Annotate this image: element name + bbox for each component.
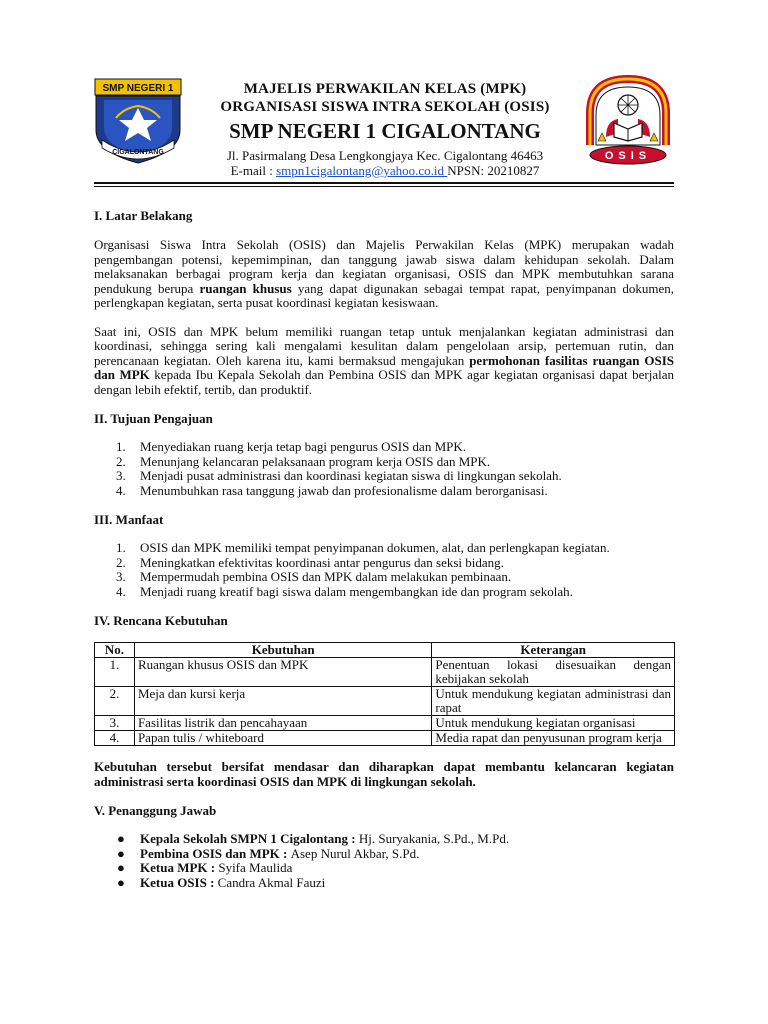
- list-item: 2. Menunjang kelancaran pelaksanaan program kerja OSIS dan MPK.: [116, 453, 491, 469]
- column-header: Keterangan: [432, 643, 675, 658]
- table-cell-no: 4.: [95, 731, 135, 746]
- table-cell-note: Penentuan lokasi disesuaikan dengan kebijakan sekolah: [432, 658, 675, 687]
- list-item: ● Kepala Sekolah SMPN 1 Cigalontang : Hj. Suryakania, S.Pd., M.Pd.: [117, 831, 510, 846]
- list-item: 1. OSIS dan MPK memiliki tempat penyimpanan dokumen, alat, dan perlengkapan kegiatan.: [116, 540, 610, 555]
- list-item: 4. Menumbuhkan rasa tanggung jawab dan profesionalisme dalam berorganisasi.: [116, 482, 548, 498]
- table-cell-note: Untuk mendukung kegiatan administrasi dan rapat: [432, 687, 675, 716]
- list-item: 2. Meningkatkan efektivitas koordinasi antar pengurus dan seksi bidang.: [116, 554, 504, 570]
- table-cell-no: 3.: [95, 716, 135, 731]
- document-body: [94, 208, 674, 890]
- letterhead: [180, 80, 590, 178]
- list-item: 1. Menyediakan ruang kerja tetap bagi pengurus OSIS dan MPK.: [116, 439, 467, 454]
- bullet-icon: ●: [117, 845, 125, 861]
- email-label: E-mail :: [230, 163, 277, 178]
- column-header: Kebutuhan: [134, 643, 431, 658]
- contact-line: [180, 163, 590, 178]
- logo-right-text: OSIS: [604, 150, 652, 162]
- list-penanggung-jawab: [94, 832, 674, 890]
- table-header-row: [95, 643, 675, 658]
- paragraph-background-1: Organisasi Siswa Intra Sekolah (OSIS) dan Majelis Perwakilan Kelas (MPK) merupakan wadah pengembangan potensi, kepemimpinan, dan tanggung jawab siswa dalam kehidupan sekolah. Dalam melaksanakan berbagai program kerja dan kegiatan organisasi, OSIS dan MPK membutuhkan sarana pendukung berupa ruangan khusus yang dapat digunakan sebagai tempat rapat, penyimpanan dokumen, perlengkapan kegiatan, serta pusat koordinasi kegiatan kesiswaan.: [94, 237, 675, 310]
- table-row: [95, 731, 675, 746]
- list-tujuan: [94, 440, 674, 498]
- heading-tujuan: II. Tujuan Pengajuan: [94, 411, 213, 426]
- letterhead-line2: ORGANISASI SISWA INTRA SEKOLAH (OSIS): [220, 99, 550, 115]
- list-item: ● Pembina OSIS dan MPK : Asep Nurul Akbar, S.Pd.: [117, 845, 420, 861]
- logo-left-bottom-text: CIGALONTANG: [112, 149, 164, 156]
- table-cell-need: Papan tulis / whiteboard: [134, 731, 431, 746]
- email-link[interactable]: smpn1cigalontang@yahoo.co.id: [276, 163, 448, 178]
- bullet-icon: ●: [117, 860, 125, 875]
- header-rule-thick: [94, 182, 674, 184]
- needs-closing-statement: Kebutuhan tersebut bersifat mendasar dan diharapkan dapat membantu kelancaran kegiatan administrasi serta koordinasi OSIS dan MPK di lingkungan sekolah.: [94, 759, 674, 789]
- bullet-icon: ●: [117, 874, 125, 890]
- letterhead-line1: MAJELIS PERWAKILAN KELAS (MPK): [243, 81, 527, 97]
- list-item: ● Ketua MPK : Syifa Maulida: [117, 860, 293, 875]
- list-item: 3. Menjadi pusat administrasi dan koordinasi kegiatan siswa di lingkungan sekolah.: [116, 468, 562, 483]
- needs-table: [94, 642, 675, 746]
- npsn: NPSN: 20210827: [447, 163, 540, 178]
- table-cell-need: Ruangan khusus OSIS dan MPK: [134, 658, 431, 687]
- list-item: ● Ketua OSIS : Candra Akmal Fauzi: [117, 874, 326, 890]
- heading-rencana-kebutuhan: IV. Rencana Kebutuhan: [94, 613, 228, 628]
- school-name: SMP NEGERI 1 CIGALONTANG: [229, 119, 541, 143]
- heading-latar-belakang: I. Latar Belakang: [94, 208, 193, 223]
- bullet-icon: ●: [117, 831, 125, 846]
- heading-penanggung-jawab: V. Penanggung Jawab: [94, 803, 217, 818]
- table-row: [95, 687, 675, 716]
- heading-manfaat: III. Manfaat: [94, 512, 164, 527]
- table-cell-need: Fasilitas listrik dan pencahayaan: [134, 716, 431, 731]
- logo-left-top-text: SMP NEGERI 1: [102, 83, 174, 94]
- table-cell-no: 1.: [95, 658, 135, 687]
- osis-logo-icon: [584, 75, 672, 167]
- table-cell-note: Untuk mendukung kegiatan organisasi: [432, 716, 675, 731]
- school-address: Jl. Pasirmalang Desa Lengkongjaya Kec. Cigalontang 46463: [226, 148, 544, 163]
- table-row: [95, 658, 675, 687]
- list-item: 3. Mempermudah pembina OSIS dan MPK dalam melakukan pembinaan.: [116, 569, 512, 584]
- table-row: [95, 716, 675, 731]
- table-cell-note: Media rapat dan penyusunan program kerja: [432, 731, 675, 746]
- header-rule-thin: [94, 186, 674, 187]
- column-header: No.: [95, 643, 135, 658]
- paragraph-background-2: Saat ini, OSIS dan MPK belum memiliki ruangan tetap untuk menjalankan kegiatan administrasi dan koordinasi, sehingga sering kali mengalami kesulitan dalam pengelolaan arsip, pertemuan rutin, dan perencanaan kegiatan. Oleh karena itu, kami bermaksud mengajukan permohonan fasilitas ruangan OSIS dan MPK kepada Ibu Kepala Sekolah dan Pembina OSIS dan MPK agar kegiatan organisasi dapat berjalan dengan lebih efektif, tertib, dan produktif.: [94, 323, 674, 397]
- table-cell-no: 2.: [95, 687, 135, 716]
- table-cell-need: Meja dan kursi kerja: [134, 687, 431, 716]
- school-logo-icon: [94, 78, 182, 164]
- list-item: 4. Menjadi ruang kreatif bagi siswa dalam mengembangkan ide dan program sekolah.: [116, 583, 573, 599]
- list-manfaat: [94, 541, 674, 599]
